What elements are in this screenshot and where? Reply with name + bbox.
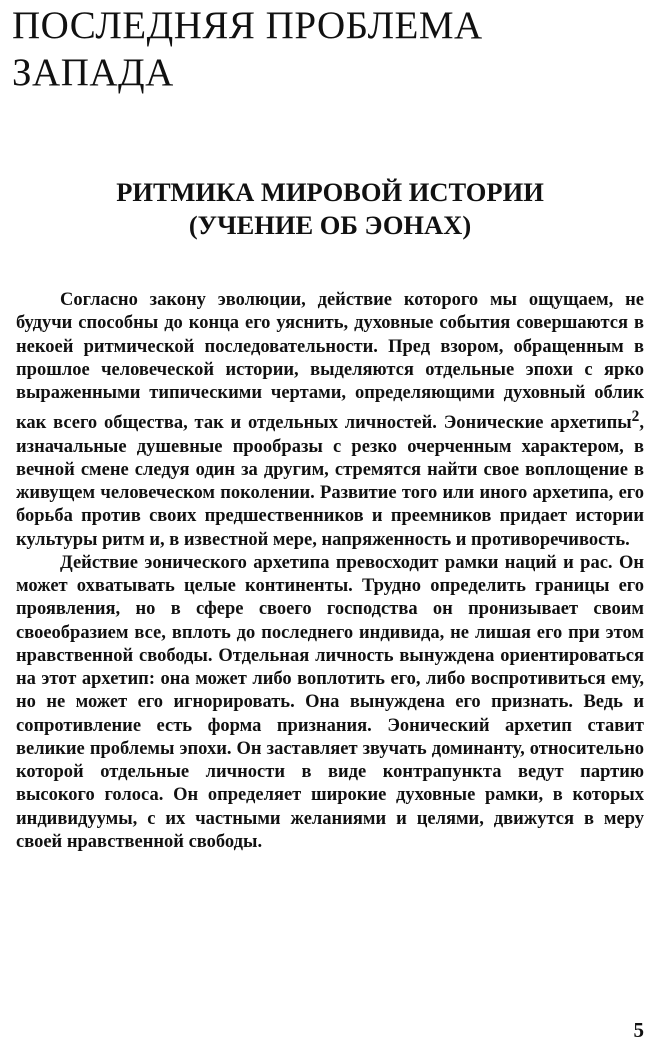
chapter-title: ПОСЛЕДНЯЯ ПРОБЛЕМА ЗАПАДА [12,4,483,94]
paragraph-1-text-after-note: , изначальные душевные прообразы с резко очерченным характером, в вечной смене следуя один за другим, стремятся найти свое воплощение в живущем человеческом поколении. Развитие того или иного архетипа, его борьба против своих предшественников и преемников придает истории культуры ритм и, в известной мере, напряженность и противоречивость. [16,413,644,550]
paragraph-2: Действие эонического архетипа превосходит рамки наций и рас. Он может охватывать целые континенты. Трудно определить границы его проявления, но в сфере своего господства он пронизывает своим своеобразием все, вплоть до последнего индивида, не лишая его при этом нравственной свободы. Отдельная личность вынуждена ориентироваться на этот архетип: она может либо воплотить его, либо воспротивиться ему, но не может его игнорировать. Она вынуждена его признать. Ведь и сопротивление есть форма признания. Эонический архетип ставит великие проблемы эпохи. Он заставляет звучать доминанту, относительно которой отдельные личности в виде контрапункта ведут партию высокого голоса. Он определяет широкие духовные рамки, в которых индивидуумы, с их частными желаниями и целями, движутся в меру своей нравственной свободы. [16,552,644,852]
body-text [16,289,644,854]
paragraph-1-text-before-note: Согласно закону эволюции, действие которого мы ощущаем, не будучи способны до конца его уяснить, духовные события совершаются в некоей ритмической последовательности. Пред взором, обращенным в прошлое человеческой истории, выделяются отдельные эпохи с ярко выраженными типическими чертами, определяющими духовный облик как всего общества, так и отдельных личностей. Эонические архетипы [16,290,644,434]
section-title: РИТМИКА МИРОВОЙ ИСТОРИИ (УЧЕНИЕ ОБ ЭОНАХ) [116,177,544,240]
page-number: 5 [633,1018,644,1042]
paragraph-1 [16,289,644,552]
footnote-marker[interactable]: 2 [631,408,640,426]
